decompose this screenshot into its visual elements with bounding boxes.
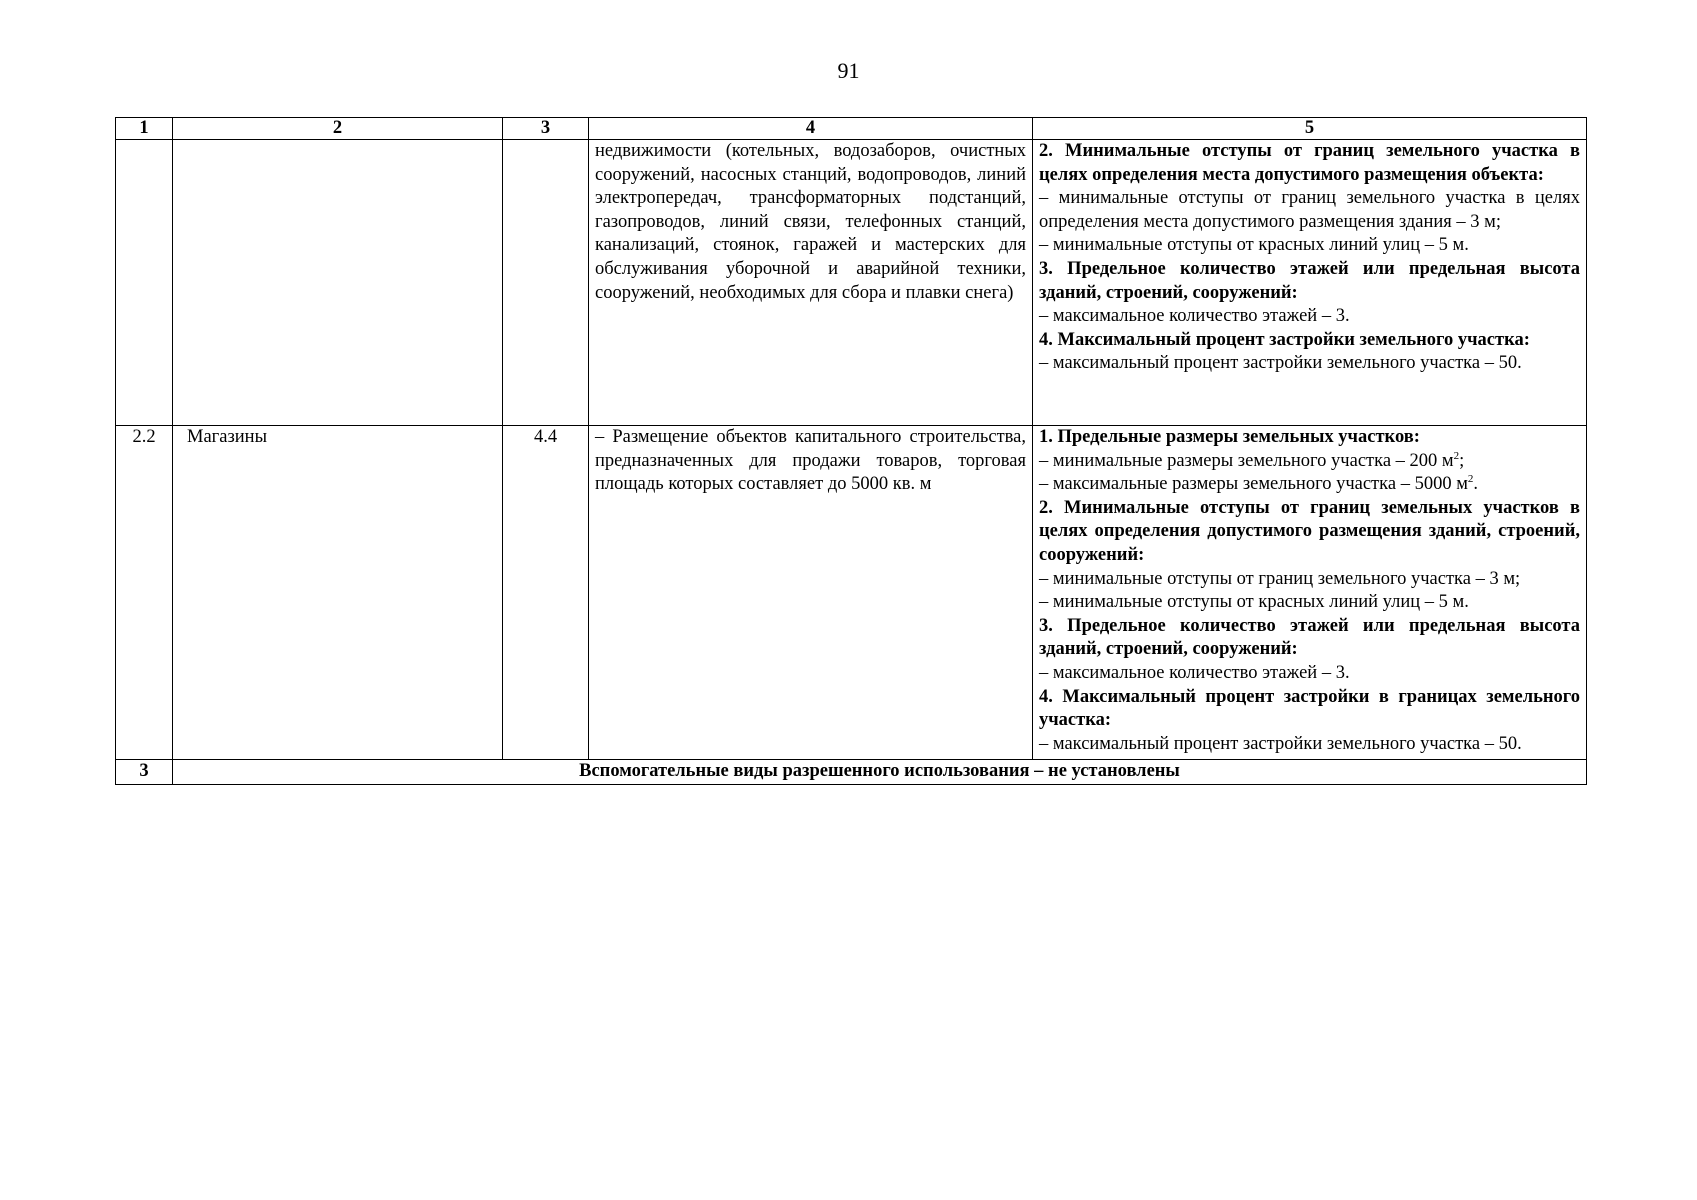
header-cell-1: 1 (116, 118, 173, 140)
header-cell-4: 4 (589, 118, 1033, 140)
cell-description (589, 426, 1033, 760)
table-row-shops (116, 426, 1587, 760)
param-heading: 2. Минимальные отступы от границ земельного участка в целях определения места допустимого размещения объекта: (1039, 141, 1580, 185)
param-item: – максимальное количество этажей – 3. (1039, 306, 1350, 327)
cell-name-empty (173, 140, 503, 426)
param-heading: 4. Максимальный процент застройки земельного участка: (1039, 329, 1530, 350)
description-text: недвижимости (котельных, водозаборов, очистных сооружений, насосных станций, водопроводов, линий электропередач, трансформаторных подстанций, газопроводов, линий связи, телефонных станций, канализаций, стоянок, гаражей и мастерских для обслуживания уборочной и аварийной техники, сооружений, необходимых для сбора и плавки снега) (595, 141, 1026, 303)
table-row-auxiliary (116, 760, 1587, 785)
param-heading: 1. Предельные размеры земельных участков: (1039, 427, 1420, 447)
table-header-row (116, 118, 1587, 140)
header-cell-5: 5 (1033, 118, 1587, 140)
cell-use-name: Магазины (173, 426, 503, 760)
cell-parameters (1033, 426, 1587, 760)
param-heading: 3. Предельное количество этажей или предельная высота зданий, строений, сооружений: (1039, 258, 1580, 303)
param-item-text: – максимальные размеры земельного участка – 5000 м (1039, 474, 1468, 495)
param-item (1039, 473, 1580, 497)
superscript: 2 (1453, 449, 1460, 462)
header-cell-3: 3 (503, 118, 589, 140)
param-item-text: – минимальные размеры земельного участка – 200 м (1039, 450, 1454, 471)
header-cell-2: 2 (173, 118, 503, 140)
param-item: – максимальный процент застройки земельного участка – 50. (1039, 353, 1522, 374)
description-text: – Размещение объектов капитального строительства, предназначенных для продажи товаров, торговая площадь которых составляет до 5000 кв. м (595, 427, 1026, 495)
param-item: – максимальное количество этажей – 3. (1039, 662, 1350, 683)
cell-description (589, 140, 1033, 426)
page-number: 91 (837, 58, 860, 83)
param-item: – минимальные отступы от границ земельного участка – 3 м; (1039, 568, 1521, 589)
param-heading: 2. Минимальные отступы от границ земельных участков в целях определения допустимого размещения зданий, строений, сооружений: (1039, 497, 1580, 565)
cell-parameters (1033, 140, 1587, 426)
param-heading: 3. Предельное количество этажей или предельная высота зданий, строений, сооружений: (1039, 615, 1580, 660)
auxiliary-uses-note: Вспомогательные виды разрешенного использования – не установлены (173, 760, 1587, 785)
param-item (1039, 450, 1580, 474)
table-row-continued (116, 140, 1587, 426)
param-item: – минимальные отступы от красных линий улиц – 5 м. (1039, 235, 1469, 256)
param-item-end: ; (1459, 450, 1465, 471)
param-item: – максимальный процент застройки земельного участка – 50. (1039, 733, 1522, 754)
param-item-end: . (1473, 474, 1479, 495)
param-heading: 4. Максимальный процент застройки в границах земельного участка: (1039, 686, 1580, 731)
cell-row-number: 3 (116, 760, 173, 785)
regulations-table (115, 117, 1587, 785)
cell-num-empty (116, 140, 173, 426)
superscript: 2 (1467, 473, 1474, 486)
param-item: – минимальные отступы от красных линий улиц – 5 м. (1039, 592, 1469, 613)
cell-code-empty (503, 140, 589, 426)
param-item: – минимальные отступы от границ земельного участка в целях определения места допустимого размещения здания – 3 м; (1039, 188, 1580, 232)
cell-row-number: 2.2 (116, 426, 173, 760)
cell-use-code: 4.4 (503, 426, 589, 760)
